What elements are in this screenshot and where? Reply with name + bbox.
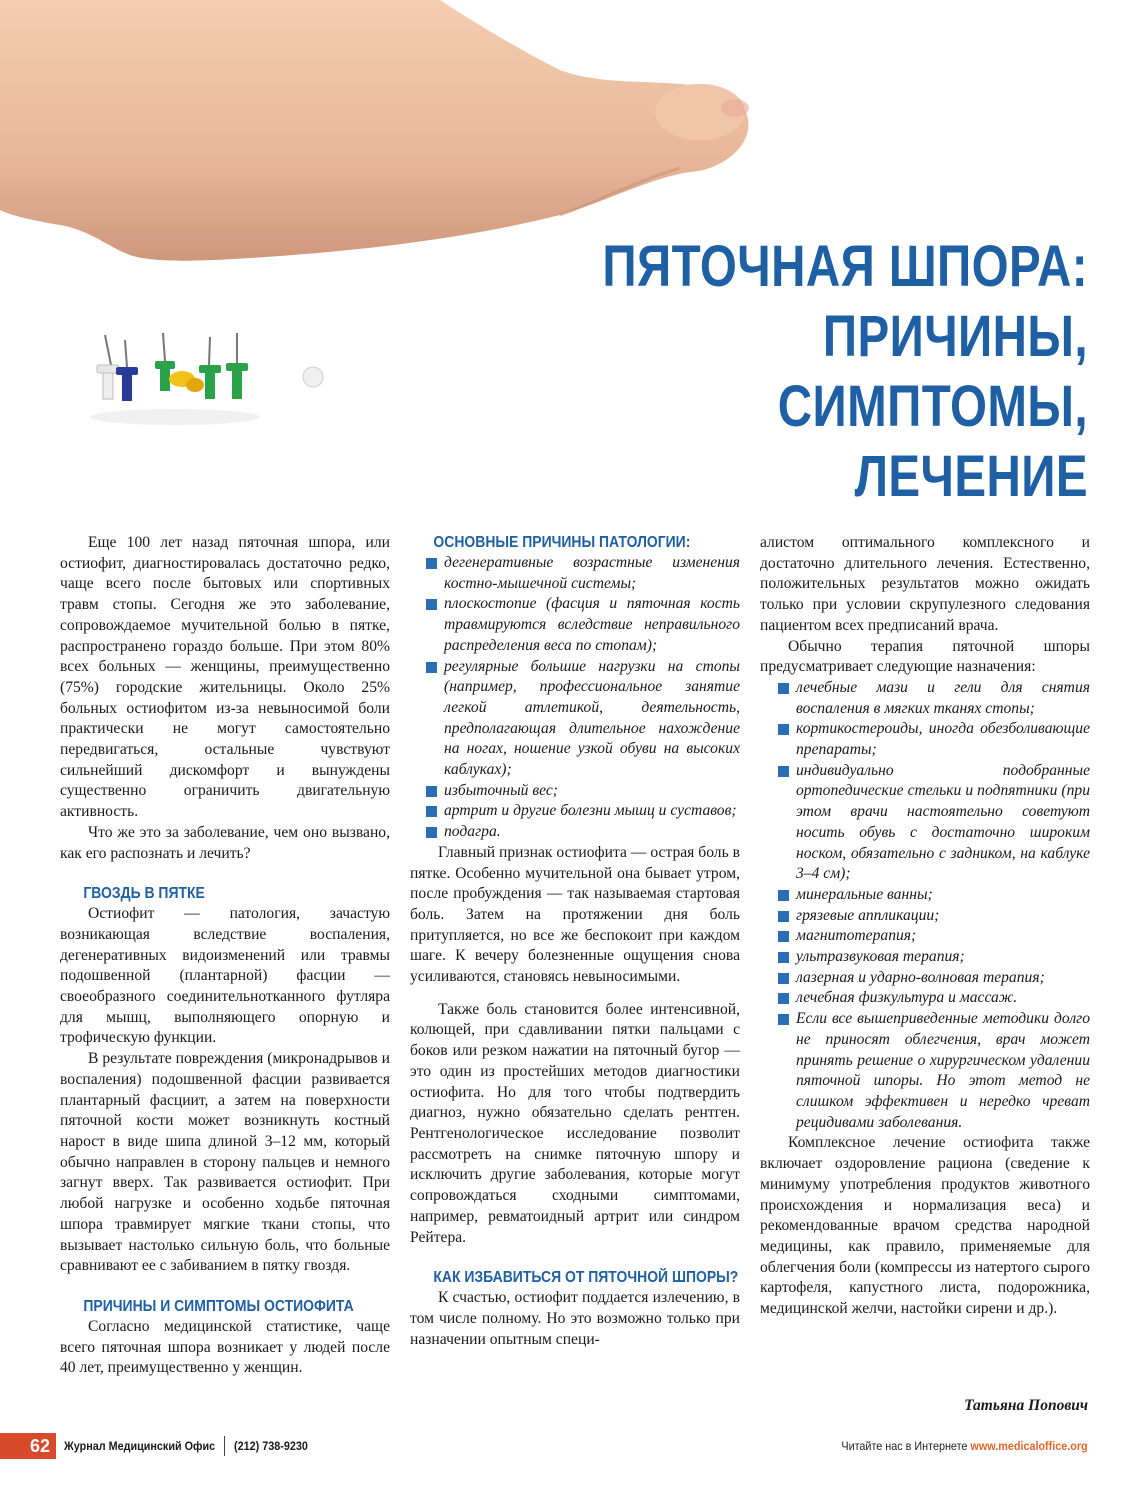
paragraph: Главный признак остиофита — острая боль в пятке. Особенно мучительной она бывает утром, после пробуждения — так называемая стартовая боль. Затем на протяжении дня боль притупляется, но все же беспокоит при каждом шаге. К вечеру болезненные ощущения снова усиливаются, становясь невыносимыми. — [410, 843, 740, 986]
list-item: лечебные мази и гели для снятия воспаления в мягких тканях стопы; — [760, 678, 1090, 719]
list-item: магнитотерапия; — [760, 926, 1090, 947]
title-line-3: СИМПТОМЫ, ЛЕЧЕНИЕ — [777, 374, 1088, 509]
list-item: регулярные большие нагрузки на стопы (например, профессиональное занятие легкой атлетикой, деятельность, предполагающая длительное нахождение на ногах, ношение узкой обуви на высоких каблуках); — [408, 657, 740, 781]
column-2 — [410, 533, 740, 1350]
list-item: ультразвуковая терапия; — [760, 947, 1090, 968]
push-pins-illustration — [85, 325, 355, 435]
title-line-1: ПЯТОЧНАЯ ШПОРА: — [602, 234, 1088, 299]
paragraph: Обычно терапия пяточной шпоры предусматривает следующие назначения: — [760, 637, 1090, 676]
title-line-2: ПРИЧИНЫ, — [822, 304, 1088, 369]
list-item: Если все вышеприведенные методики долго не приносят облегчения, врач может принять решение о хирургическом удалении пяточной шпоры. Но этот метод не слишком эффективен и нередко чреват рецидивами заболевания. — [760, 1009, 1090, 1133]
footer-divider — [224, 1436, 225, 1456]
section-heading-howto: КАК ИЗБАВИТЬСЯ ОТ ПЯТОЧНОЙ ШПОРЫ? — [433, 1269, 739, 1287]
article-title — [563, 232, 1088, 512]
paragraph: алистом оптимального комплексного и достаточно длительного лечения. Естественно, положительных результатов можно ожидать только при условии скрупулезного следования пациентом всех предписаний врача. — [760, 534, 1090, 634]
list-item: грязевые аппликации; — [760, 906, 1090, 927]
column-1 — [60, 533, 390, 1379]
list-item: лазерная и ударно-волновая терапия; — [760, 968, 1090, 989]
list-item: плоскостопие (фасция и пяточная кость травмируются вследствие неправильного распределения веса по стопам); — [408, 594, 740, 656]
list-item: подагра. — [408, 822, 740, 843]
list-item: индивидуально подобранные ортопедические стельки и подпятники (при этом врачи настоятельно советуют носить обувь с достаточно широким носком, обязательно с задником, на каблуке 3–4 см); — [760, 761, 1090, 885]
paragraph: Согласно медицинской статистике, чаще всего пяточная шпора возникает у людей после 40 лет, преимущественно у женщин. — [60, 1317, 390, 1377]
website-link[interactable]: www.medicaloffice.org — [970, 1439, 1088, 1453]
list-item: лечебная физкультура и массаж. — [760, 988, 1090, 1009]
paragraph: Также боль становится более интенсивной, колющей, при сдавливании пятки пальцами с боков или резком нажатии на пяточный бугор — это один из простейших методов диагностики остиофита. Но для того чтобы подтвердить диагноз, нужно обязательно сделать рентген. Рентгенологическое исследование позволит рассмотреть на снимке пяточную шпору и исключить другие заболевания, которые могут сопровождаться сходными симптомами, например, ревматоидный артрит или синдром Рейтера. — [410, 1000, 740, 1246]
foot-photo — [0, 0, 760, 270]
author-name: Татьяна Попович — [964, 1397, 1088, 1414]
causes-list — [408, 553, 740, 843]
section-heading-main-causes: ОСНОВНЫЕ ПРИЧИНЫ ПАТОЛОГИИ: — [433, 534, 691, 551]
read-online-text: Читайте нас в Интернете — [841, 1439, 968, 1453]
page-number: 62 — [0, 1433, 56, 1459]
column-3 — [760, 533, 1090, 1320]
paragraph: Еще 100 лет назад пяточная шпора, или остиофит, диагностировалась достаточно редко, чаще всего после бытовых или спортивных травм стопы. Сегодня же это заболевание, сопровождаемое мучительной болью в пятке, распространено гораздо больше. При этом 80% всех больных — женщины, преимущественно (75%) городские жительницы. Около 25% больных остиофитом из-за невыносимой боли практически не могут самостоятельно передвигаться, остальные чувствуют сильнейший дискомфорт и вынуждены существенно ограничить двигательную активность. — [60, 534, 390, 821]
paragraph: В результате повреждения (микронадрывов и воспаления) подошвенной фасции развивается плантарный фасциит, а затем на поверхности пяточной кости может возникнуть костный нарост в виде шипа длиной 3–12 мм, который обычно направлен в сторону пальцев и немного загнут вверх. Так развивается остиофит. При любой нагрузке и особенно ходьбе пяточная шпора травмирует мягкие ткани стопы, что вызывает настолько сильную боль, что больные сравнивают ее с забиванием в пятку гвоздя. — [60, 1050, 390, 1275]
treatments-list — [760, 678, 1090, 1133]
list-item: дегенеративные возрастные изменения костно-мышечной системы; — [408, 553, 740, 594]
paragraph: Комплексное лечение остиофита также включает оздоровление рациона (сведение к минимуму употребления продуктов животного происхождения и нормализация веса) и рекомендованные врачом средства народной медицины, как правило, применяемые для облегчения боли (компрессы из натертого сырого картофеля, капустного листа, подорожника, медицинской желчи, настойки сирени и др.). — [760, 1134, 1090, 1318]
paragraph: К счастью, остиофит поддается излечению, в том числе полному. Но это возможно только при назначении опытным специ- — [410, 1289, 740, 1348]
section-heading-nail: ГВОЗДЬ В ПЯТКЕ — [83, 885, 205, 903]
list-item: артрит и другие болезни мышц и суставов; — [408, 801, 740, 822]
list-item: избыточный вес; — [408, 781, 740, 802]
journal-phone: (212) 738-9230 — [234, 1439, 308, 1453]
footer-read-online — [842, 1433, 1088, 1459]
section-heading-causes: ПРИЧИНЫ И СИМПТОМЫ ОСТИОФИТА — [83, 1297, 354, 1315]
paragraph: Остиофит — патология, зачастую возникающая вследствие воспаления, дегенеративных видоизменений или травмы подошвенной (плантарной) фасции — своеобразного соединительнотканного футляра для мышц, выполняющего опорную и трофическую функции. — [60, 905, 390, 1047]
list-item: минеральные ванны; — [760, 885, 1090, 906]
list-item: кортикостероиды, иногда обезболивающие препараты; — [760, 719, 1090, 760]
paragraph: Что же это за заболевание, чем оно вызвано, как его распознать и лечить? — [60, 823, 390, 862]
journal-name: Журнал Медицинский Офис — [64, 1439, 216, 1453]
